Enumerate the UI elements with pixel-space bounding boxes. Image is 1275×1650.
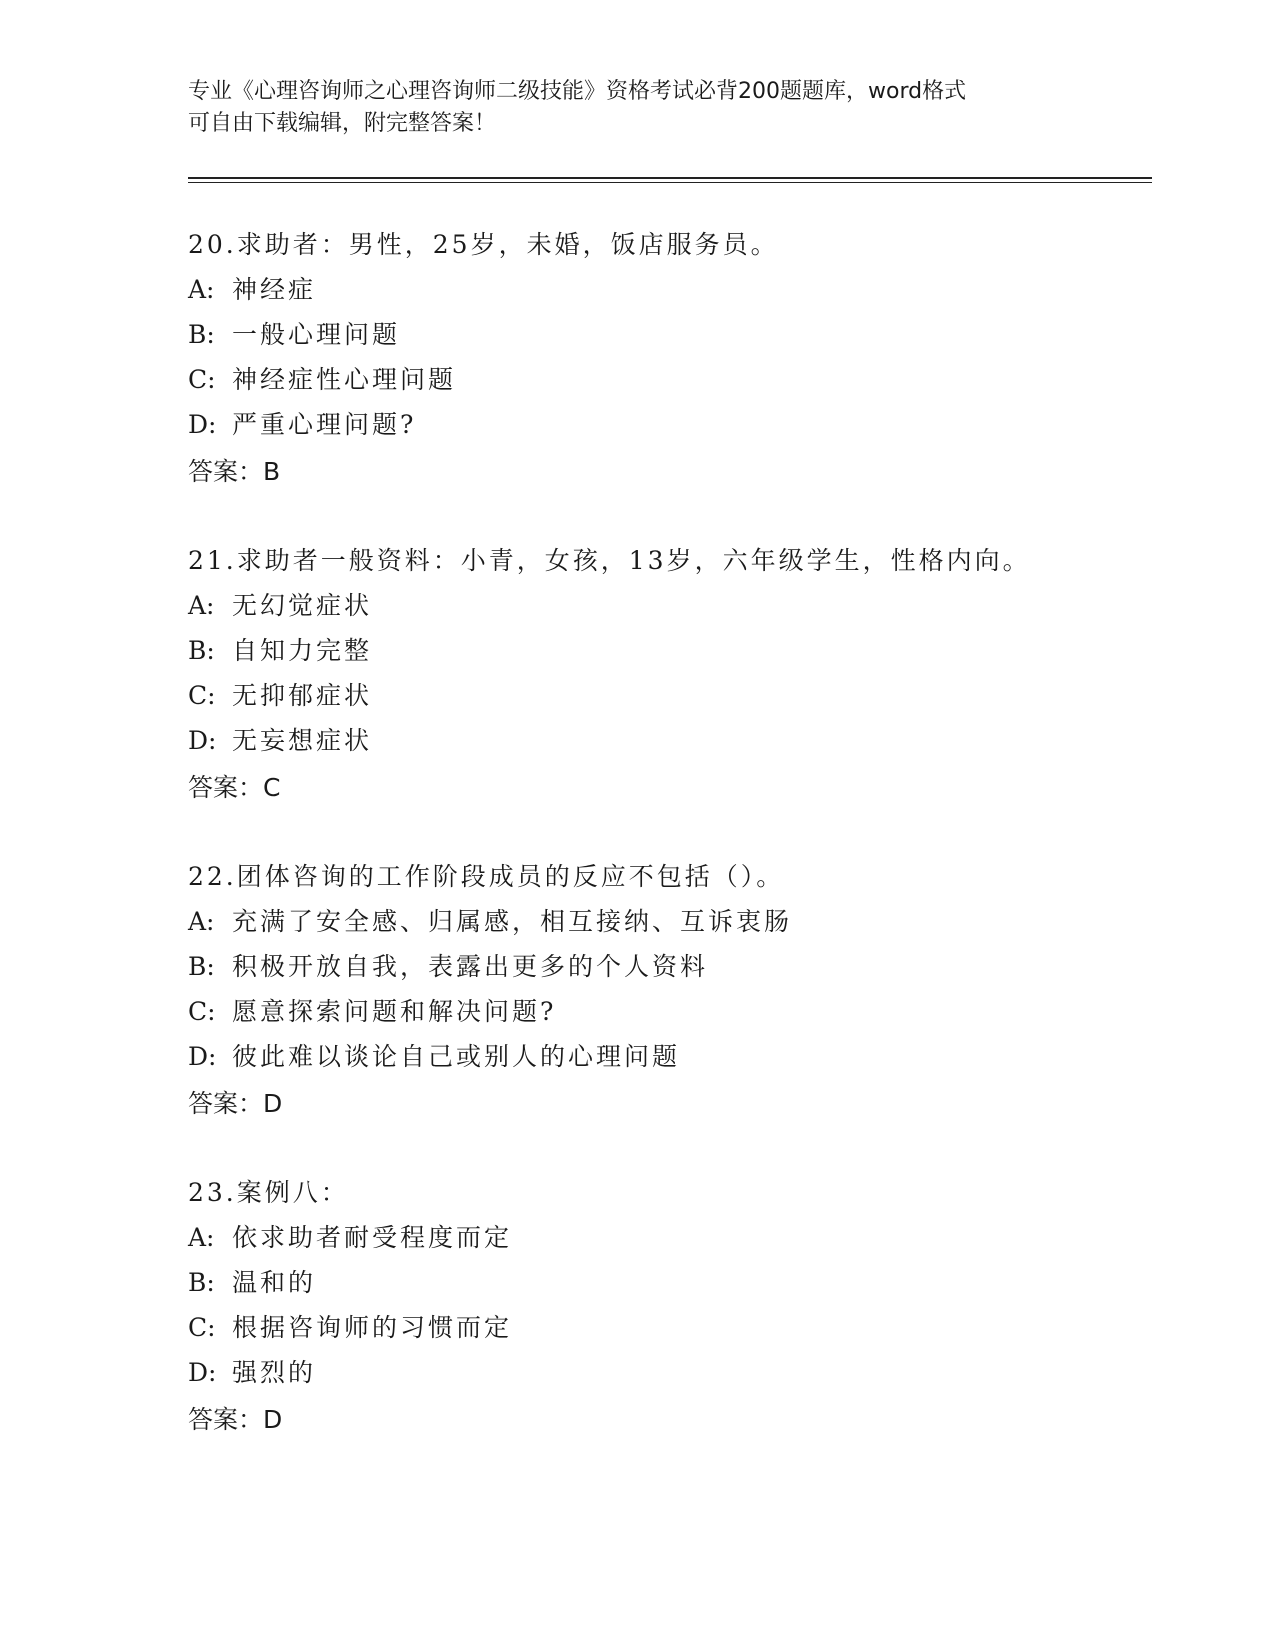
document-header [188,76,1088,140]
question-title: 23.案例八： [188,1178,349,1207]
option-c [188,989,1152,1034]
option-text: 积极开放自我，表露出更多的个人资料 [232,952,709,981]
option-text: 彼此难以谈论自己或别人的心理问题 [232,1042,681,1071]
option-d [188,1034,1152,1079]
option-key: D: [188,410,217,439]
option-d [188,402,1152,447]
option-key: B: [188,1268,215,1297]
option-d [188,718,1152,763]
option-key: C: [188,365,216,394]
question-title: 20.求助者：男性，25岁，未婚，饭店服务员。 [188,230,779,259]
option-key: D: [188,1042,217,1071]
option-a [188,1215,1152,1260]
option-a [188,583,1152,628]
option-key: B: [188,636,215,665]
document-page [188,0,1152,1650]
option-key: D: [188,1358,217,1387]
option-key: A: [188,275,215,304]
option-key: A: [188,1223,215,1252]
option-key: C: [188,681,216,710]
option-text: 无妄想症状 [232,726,373,755]
question-title: 22.团体咨询的工作阶段成员的反应不包括（）。 [188,862,785,891]
header-line-2: 可自由下载编辑，附完整答案！ [188,111,497,136]
option-key: B: [188,320,215,349]
option-d [188,1350,1152,1395]
option-text: 依求助者耐受程度而定 [232,1223,513,1252]
option-key: C: [188,997,216,1026]
option-text: 温和的 [232,1268,317,1297]
question-block [188,538,1152,810]
header-divider-thick [188,177,1152,179]
option-text: 自知力完整 [232,636,373,665]
answer-line: 答案：B [188,457,281,486]
option-text: 严重心理问题? [232,410,417,439]
option-text: 根据咨询师的习惯而定 [232,1313,513,1342]
option-text: 愿意探索问题和解决问题? [232,997,557,1026]
option-key: D: [188,726,217,755]
option-text: 强烈的 [232,1358,317,1387]
option-a [188,899,1152,944]
option-text: 无幻觉症状 [232,591,373,620]
question-block [188,1170,1152,1442]
option-key: A: [188,907,215,936]
option-key: C: [188,1313,216,1342]
answer-line: 答案：C [188,773,281,802]
answer-line: 答案：D [188,1089,283,1118]
header-divider-thin [188,182,1152,183]
option-text: 神经症性心理问题 [232,365,457,394]
option-c [188,1305,1152,1350]
option-text: 神经症 [232,275,317,304]
option-text: 一般心理问题 [232,320,401,349]
option-b [188,628,1152,673]
option-b [188,312,1152,357]
answer-line: 答案：D [188,1405,283,1434]
option-c [188,673,1152,718]
option-c [188,357,1152,402]
option-key: A: [188,591,215,620]
option-a [188,267,1152,312]
option-b [188,944,1152,989]
option-text: 无抑郁症状 [232,681,373,710]
option-text: 充满了安全感、归属感，相互接纳、互诉衷肠 [232,907,793,936]
question-title: 21.求助者一般资料：小青，女孩，13岁，六年级学生，性格内向。 [188,546,1031,575]
question-block [188,222,1152,494]
option-key: B: [188,952,215,981]
header-line-1: 专业《心理咨询师之心理咨询师二级技能》资格考试必背200题题库，word格式 [188,79,967,104]
question-block [188,854,1152,1126]
option-b [188,1260,1152,1305]
